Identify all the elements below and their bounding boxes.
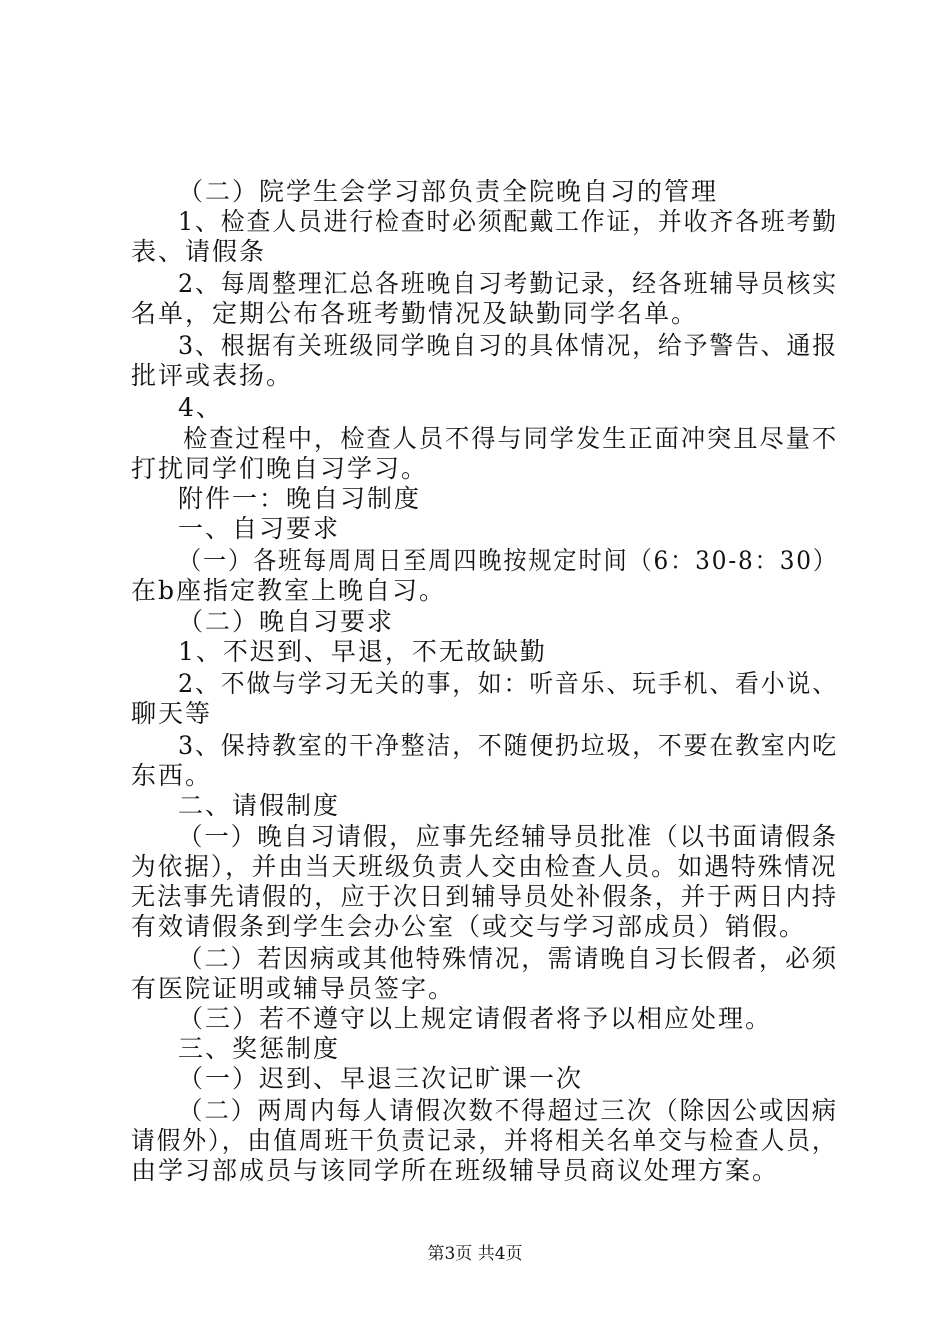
section-heading: 二、请假制度 bbox=[178, 791, 341, 820]
paragraph-line: （一）晚自习请假，应事先经辅导员批准（以书面请假条 bbox=[178, 822, 839, 851]
paragraph-line: 检查过程中，检查人员不得与同学发生正面冲突且尽量不 bbox=[183, 424, 839, 453]
section-heading: 一、自习要求 bbox=[178, 514, 341, 543]
paragraph-line: 东西。 bbox=[131, 761, 213, 790]
paragraph-line: 请假外），由值周班干负责记录，并将相关名单交与检查人员， bbox=[131, 1126, 838, 1155]
paragraph-line: （二）若因病或其他特殊情况，需请晚自习长假者，必须 bbox=[178, 944, 839, 973]
subsection-heading: （二）晚自习要求 bbox=[178, 607, 395, 636]
paragraph-line: 4、 bbox=[178, 393, 223, 422]
paragraph-line: 名单，定期公布各班考勤情况及缺勤同学名单。 bbox=[131, 299, 699, 328]
paragraph-line: 1、不迟到、早退，不无故缺勤 bbox=[178, 637, 547, 666]
paragraph-line: 3、保持教室的干净整洁，不随便扔垃圾，不要在教室内吃 bbox=[178, 731, 838, 760]
paragraph-line: 2、不做与学习无关的事，如：听音乐、玩手机、看小说、 bbox=[178, 669, 838, 698]
paragraph-line: （一）各班每周周日至周四晚按规定时间（6：30-8：30） bbox=[178, 546, 838, 575]
paragraph-line: 有医院证明或辅导员签字。 bbox=[131, 974, 456, 1003]
paragraph-line: （三）若不遵守以上规定请假者将予以相应处理。 bbox=[178, 1004, 773, 1033]
paragraph-line: 附件一：晚自习制度 bbox=[178, 484, 422, 513]
paragraph-line: （二）两周内每人请假次数不得超过三次（除因公或因病 bbox=[178, 1096, 839, 1125]
paragraph-line: （二）院学生会学习部负责全院晚自习的管理 bbox=[178, 177, 719, 206]
paragraph-line: 无法事先请假的，应于次日到辅导员处补假条，并于两日内持 bbox=[131, 882, 838, 911]
paragraph-line: 聊天等 bbox=[131, 699, 213, 728]
page-number-footer: 第3页 共4页 bbox=[427, 1244, 523, 1264]
paragraph-line: 打扰同学们晚自习学习。 bbox=[131, 454, 429, 483]
paragraph-line: 有效请假条到学生会办公室（或交与学习部成员）销假。 bbox=[131, 912, 807, 941]
section-heading: 三、奖惩制度 bbox=[178, 1034, 341, 1063]
paragraph-line: 3、根据有关班级同学晚自习的具体情况，给予警告、通报 bbox=[178, 331, 838, 360]
paragraph-line: 由学习部成员与该同学所在班级辅导员商议处理方案。 bbox=[131, 1156, 780, 1185]
paragraph-line: 批评或表扬。 bbox=[131, 361, 294, 390]
paragraph-line: 为依据），并由当天班级负责人交由检查人员。如遇特殊情况 bbox=[131, 852, 838, 881]
paragraph-line: 表、请假条 bbox=[131, 237, 267, 266]
paragraph-line: 在b座指定教室上晚自习。 bbox=[131, 576, 447, 605]
paragraph-line: 2、每周整理汇总各班晚自习考勤记录，经各班辅导员核实 bbox=[178, 269, 838, 298]
paragraph-line: （一）迟到、早退三次记旷课一次 bbox=[178, 1064, 584, 1093]
paragraph-line: 1、检查人员进行检查时必须配戴工作证，并收齐各班考勤 bbox=[178, 207, 838, 236]
